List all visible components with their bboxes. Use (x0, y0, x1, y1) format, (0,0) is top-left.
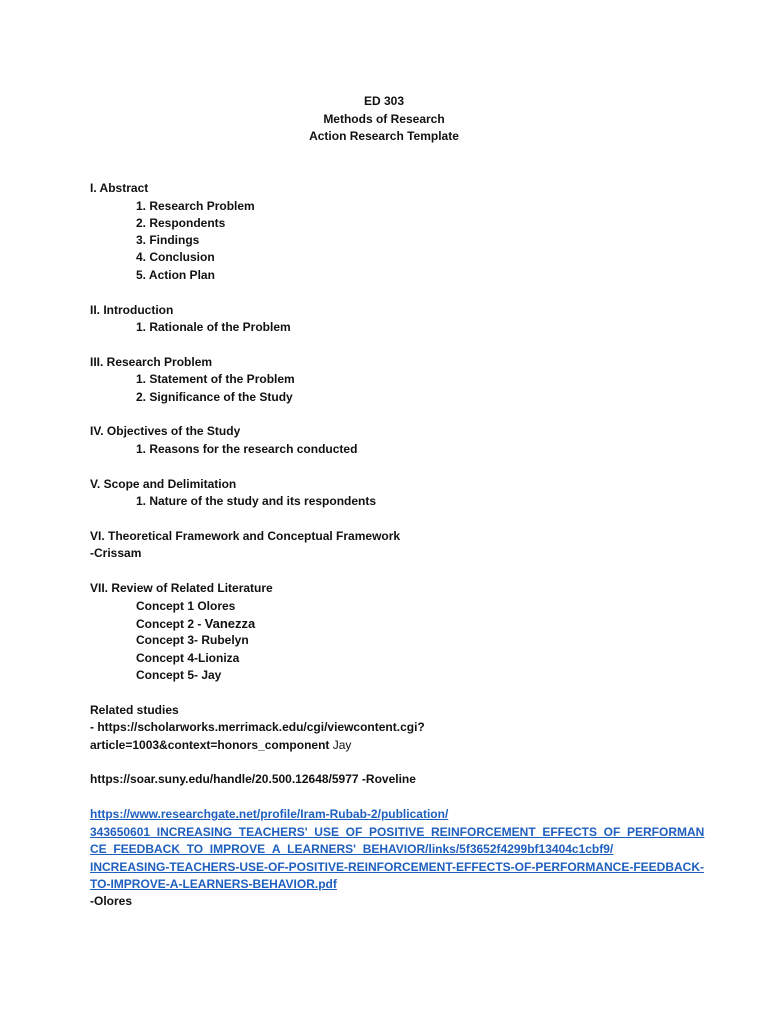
rrl-concept: Concept 3- Rubelyn (136, 633, 249, 647)
rrl-concept (136, 615, 255, 633)
section-introduction-heading: II. Introduction (90, 303, 174, 317)
course-subject: Methods of Research (323, 112, 445, 126)
section-framework-heading: VI. Theoretical Framework and Conceptual Framework (90, 529, 401, 543)
related-study-3-link-line[interactable]: https://www.researchgate.net/profile/Iram-Rubab-2/publication/ (90, 807, 449, 821)
related-study-3-link-line[interactable]: CE_FEEDBACK_TO_IMPROVE_A_LEARNERS'_BEHAVIOR/links/5f3652f4299bf13404c1cbf9/ (90, 842, 614, 856)
related-study-1-line1: - https://scholarworks.merrimack.edu/cgi/viewcontent.cgi? (90, 720, 425, 734)
scope-item: 1. Nature of the study and its respondents (136, 494, 377, 508)
rrl-concept-name: Vanezza (204, 616, 256, 631)
related-study-1-url: article=1003&context=honors_component (90, 738, 330, 752)
section-scope-heading: V. Scope and Delimitation (90, 477, 237, 491)
related-study-3-link-line[interactable]: 343650601_INCREASING_TEACHERS'_USE_OF_POSITIVE_REINFORCEMENT_EFFECTS_OF_PERFORMAN (90, 825, 705, 839)
abstract-item: 4. Conclusion (136, 250, 215, 264)
abstract-item: 3. Findings (136, 233, 200, 247)
related-study-1-line2 (90, 737, 351, 754)
related-study-3-assignee: -Olores (90, 894, 133, 908)
research-problem-item: 1. Statement of the Problem (136, 372, 295, 386)
objectives-item: 1. Reasons for the research conducted (136, 442, 358, 456)
related-study-1-assignee: Jay (329, 738, 352, 752)
related-studies-heading: Related studies (90, 703, 179, 717)
rrl-concept: Concept 4-Lioniza (136, 651, 240, 665)
section-research-problem-heading: III. Research Problem (90, 355, 213, 369)
section-objectives-heading: IV. Objectives of the Study (90, 424, 241, 438)
course-code: ED 303 (363, 94, 405, 108)
rrl-concept: Concept 5- Jay (136, 668, 222, 682)
template-title: Action Research Template (309, 129, 459, 143)
related-study-2: https://soar.suny.edu/handle/20.500.12648/5977 -Roveline (90, 772, 416, 786)
rrl-concept-label: Concept 2 - (136, 617, 205, 631)
introduction-item: 1. Rationale of the Problem (136, 320, 291, 334)
section-rrl-heading: VII. Review of Related Literature (90, 581, 273, 595)
section-abstract-heading: I. Abstract (90, 181, 149, 195)
abstract-item: 1. Research Problem (136, 199, 255, 213)
related-study-3-link-line[interactable]: TO-IMPROVE-A-LEARNERS-BEHAVIOR.pdf (90, 877, 337, 891)
rrl-concept: Concept 1 Olores (136, 599, 236, 613)
abstract-item: 5. Action Plan (136, 268, 215, 282)
framework-assignee: -Crissam (90, 546, 142, 560)
abstract-item: 2. Respondents (136, 216, 226, 230)
research-problem-item: 2. Significance of the Study (136, 390, 293, 404)
related-study-3-link-line[interactable]: INCREASING-TEACHERS-USE-OF-POSITIVE-REINFORCEMENT-EFFECTS-OF-PERFORMANCE-FEEDBACK- (90, 860, 704, 874)
